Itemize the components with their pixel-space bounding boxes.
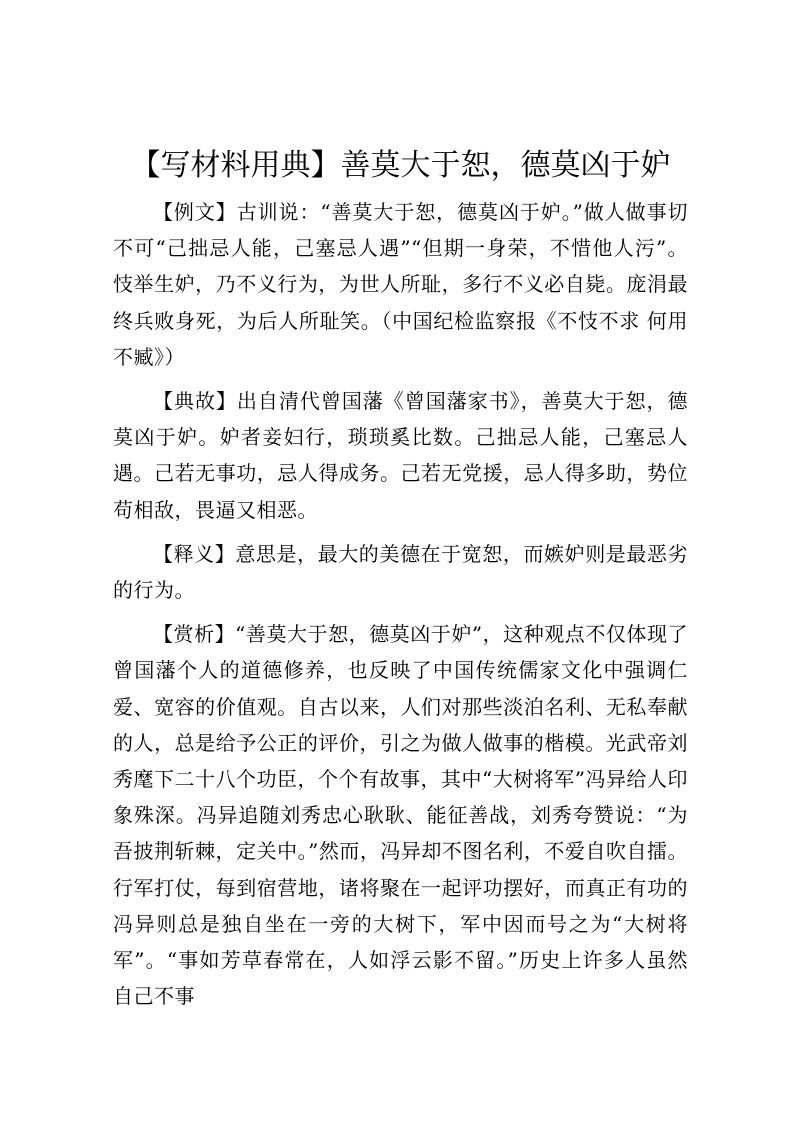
section-label-allusion: 【典故】 — [153, 389, 237, 414]
document-page — [113, 146, 688, 1022]
section-label-appreciation: 【赏析】 — [153, 622, 236, 647]
section-label-example: 【例文】 — [153, 200, 237, 224]
section-text-allusion: 出自清代曾国藩《曾国藩家书》，善莫大于恕，德莫凶于妒。妒者妾妇行，琐琐奚比数。己拙忌人能，己塞忌人遇。己若无事功，忌人得成务。己若无党援，忌人得多助，势位苟相敌，畏逼又相恶。 — [113, 389, 689, 522]
paragraph-example — [113, 194, 688, 375]
page-title: 【写材料用典】善莫大于恕，德莫凶于妒 — [130, 148, 671, 183]
paragraph-appreciation — [113, 616, 688, 1014]
paragraph-meaning — [113, 536, 688, 608]
section-text-appreciation: “善莫大于恕，德莫凶于妒”，这种观点不仅体现了曾国藩个人的道德修养，也反映了中国传统儒家文化中强调仁爱、宽容的价值观。自古以来，人们对那些淡泊名利、无私奉献的人，总是给予公正的评价，引之为做人做事的楷模。光武帝刘秀麾下二十八个功臣，个个有故事，其中“大树将军”冯异给人印象殊深。冯异追随刘秀忠心耿耿、能征善战，刘秀夸赞说：“为吾披荆斩棘，定关中。”然而，冯异却不图名利，不爱自吹自擂。行军打仗，每到宿营地，诸将聚在一起评功摆好，而真正有功的冯异则总是独自坐在一旁的大树下，军中因而号之为“大树将军”。“事如芳草春常在，人如浮云影不留。”历史上许多人虽然自己不事 — [113, 622, 689, 1009]
section-text-meaning: 意思是，最大的美德在于宽恕，而嫉妒则是最恶劣的行为。 — [113, 541, 689, 603]
paragraph-allusion — [113, 383, 688, 528]
section-text-example: 古训说：“善莫大于恕，德莫凶于妒。”做人做事切不可“己拙忌人能，己塞忌人遇”“但期一身荣，不惜他人污”。忮举生妒，乃不义行为，为世人所耻，多行不义必自毙。庞涓最终兵败身死，为后人所耻笑。（中国纪检监察报《不忮不求 何用不臧》） — [113, 200, 688, 369]
section-label-meaning: 【释义】 — [153, 541, 236, 566]
